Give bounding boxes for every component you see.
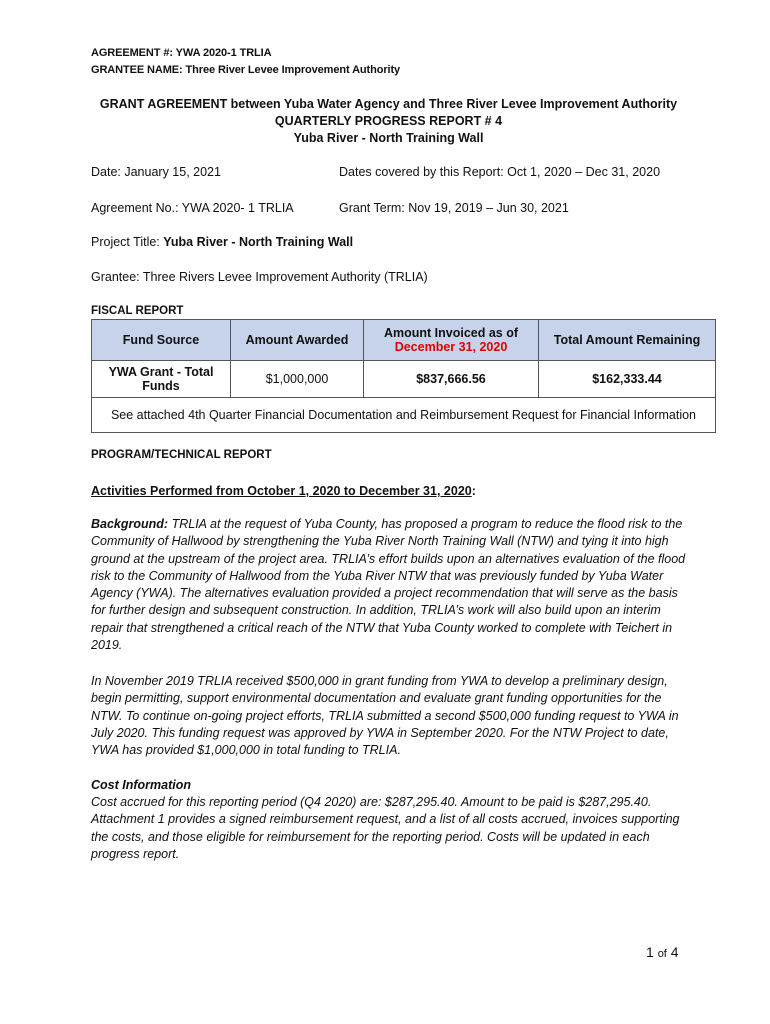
grantee: Grantee: Three Rivers Levee Improvement Authority (TRLIA) — [91, 270, 428, 284]
dates-covered: Dates covered by this Report: Oct 1, 2020 – Dec 31, 2020 — [339, 165, 661, 179]
col-total-remaining: Total Amount Remaining — [539, 320, 716, 361]
fund-source-line2: Funds — [142, 379, 180, 393]
financial-note: See attached 4th Quarter Financial Documentation and Reimbursement Request for Financial Information — [92, 398, 716, 433]
background-text: TRLIA at the request of Yuba County, has proposed a program to reduce the flood risk to the Community of Hallwood by strengthening the Yuba River North Training Wall (NTW) and tying it into high ground at the upstream of the project area. TRLIA’s effort builds upon an alternatives evaluation of the flood risk to the Community of Hallwood from the Yuba River NTW that was previously funded by Yuba Water Agency (YWA). The alternatives evaluation provided a project recommendation that will serve as the basis for further design and subsequent construction. In addition, TRLIA’s work will also build upon an interim repair that strengthened a critical reach of the NTW that Yuba County worked to complete with Teichert in 2019. — [91, 517, 686, 653]
agreement-no: Agreement No.: YWA 2020- 1 TRLIA — [91, 201, 294, 215]
grant-term: Grant Term: Nov 19, 2019 – Jun 30, 2021 — [339, 201, 569, 215]
activities-text: Activities Performed from October 1, 2020 to December 31, 2020 — [91, 484, 472, 498]
report-date: Date: January 15, 2021 — [91, 165, 221, 179]
col-fund-source: Fund Source — [92, 320, 231, 361]
cell-amount-invoiced: $837,666.56 — [364, 361, 539, 398]
grantee-name: GRANTEE NAME: Three River Levee Improvement Authority — [91, 64, 401, 76]
cost-paragraph: Cost accrued for this reporting period (Q4 2020) are: $287,295.40. Amount to be paid is $287,295.40. Attachment 1 provides a signed reimbursement request, and a list of all costs accrued, invoices supporting the costs, and those eligible for reimbursement for the reporting period. Costs will be updated in each progress report. — [91, 795, 680, 861]
activities-heading — [91, 484, 476, 498]
col-amount-invoiced — [364, 320, 539, 361]
page-number — [646, 944, 679, 960]
document-title: GRANT AGREEMENT between Yuba Water Agency and Three River Levee Improvement Authority — [99, 97, 678, 111]
project-name-title: Yuba River - North Training Wall — [293, 131, 484, 145]
fiscal-table — [91, 319, 716, 433]
background-label: Background: — [91, 517, 169, 531]
fund-source-line1: YWA Grant - Total — [108, 365, 214, 379]
col-amount-invoiced-date: December 31, 2020 — [394, 340, 508, 354]
cell-fund-source — [92, 361, 231, 398]
col-amount-awarded: Amount Awarded — [231, 320, 364, 361]
funding-paragraph: In November 2019 TRLIA received $500,000 in grant funding from YWA to develop a preliminary design, begin permitting, support environmental documentation and evaluate grant funding opportunities for the NTW. To continue on-going project efforts, TRLIA submitted a second $500,000 funding request to YWA in July 2020. This funding request was approved by YWA in September 2020. For the NTW Project to date, YWA has provided $1,000,000 in total funding to TRLIA. — [91, 674, 679, 758]
project-title-value: Yuba River - North Training Wall — [163, 235, 354, 249]
agreement-number: AGREEMENT #: YWA 2020-1 TRLIA — [91, 47, 272, 59]
page-of: of — [657, 948, 667, 960]
cost-heading: Cost Information — [91, 778, 191, 792]
report-number: QUARTERLY PROGRESS REPORT # 4 — [274, 114, 503, 128]
col-amount-invoiced-line1: Amount Invoiced as of — [383, 326, 519, 340]
activities-colon: : — [471, 484, 476, 498]
cell-amount-awarded: $1,000,000 — [231, 361, 364, 398]
background-paragraph — [91, 516, 686, 654]
page-current: 1 — [646, 944, 654, 960]
fiscal-heading: FISCAL REPORT — [91, 305, 184, 317]
cell-total-remaining: $162,333.44 — [539, 361, 716, 398]
page-total: 4 — [670, 944, 679, 960]
table-note-row — [92, 398, 716, 433]
table-row — [92, 361, 716, 398]
program-heading: PROGRAM/TECHNICAL REPORT — [91, 449, 272, 461]
project-title — [91, 235, 353, 249]
project-title-label: Project Title: — [91, 235, 160, 249]
table-header-row — [92, 320, 716, 361]
